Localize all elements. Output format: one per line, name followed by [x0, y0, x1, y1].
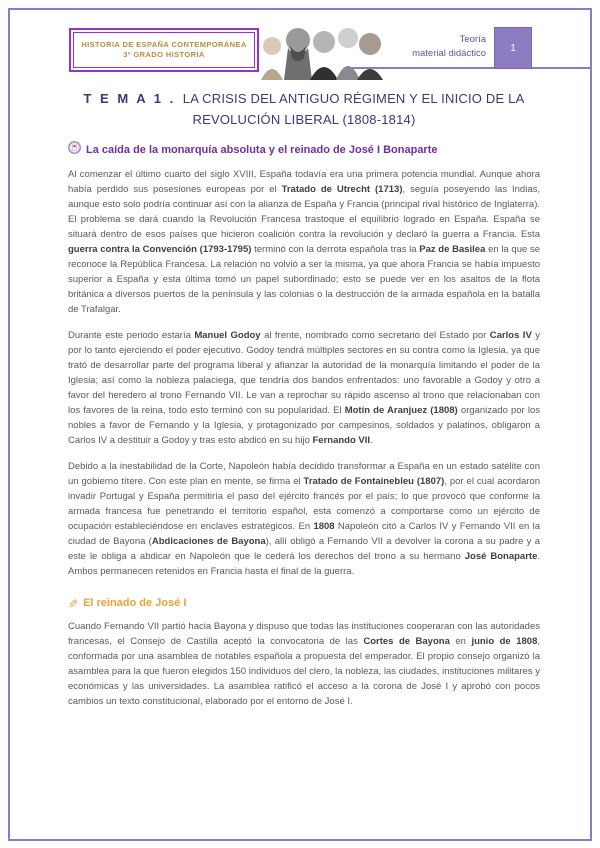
- course-title-line2: 3º GRADO HISTORIA: [123, 50, 205, 59]
- page-number-badge: 1: [494, 27, 532, 69]
- course-title-box: [73, 32, 255, 68]
- figure-2: [284, 28, 312, 80]
- course-title-line1: HISTORIA DE ESPAÑA CONTEMPORÁNEA: [81, 40, 247, 49]
- paragraph: Debido a la inestabilidad de la Corte, Napoleón había decidido transformar a España en un estado satélite con un gobierno títere. Con este plan en mente, se firma el Tratado de Fontainebleu (1807), por el cual acordaron invadir Portugal y España permitiría el paso del ejército francés por el país; lo que provocó que conforme la armada francesa fue penetrando el territorio español, esta comenzó a comportarse como un ejército de ocupación estableciéndose en enclaves estratégicos. En 1808 Napoleón citó a Carlos IV y Fernando VII en la ciudad de Bayona (Abdicaciones de Bayona), allí obligó a Fernando VII a devolver la corona a su padre y a este le obliga a abdicar en Napoleón que le cederá los derechos del trono a su hermano José Bonaparte. Ambos permanecen retenidos en Francia hasta el final de la guerra.: [68, 461, 540, 577]
- clock-icon: [68, 141, 81, 159]
- doc-type-line2: material didáctico: [412, 48, 486, 59]
- section-heading-caida-monarquia: [68, 141, 540, 159]
- pencil-icon: ✎: [68, 596, 79, 611]
- page-content: [68, 88, 540, 720]
- title-prefix: T E M A 1 .: [83, 91, 176, 106]
- paragraph: Durante este periodo estaría Manuel Godoy al frente, nombrado como secretario del Estado por Carlos IV y por lo tanto ejerciendo el poder ejecutivo. Godoy tendrá múltiples sectores en su contra como la Iglesia, ya que trató de desarrollar parte del programa liberal y afianzar la autoridad de la monarquía limitando el poder de la Iglesia; así como la nobleza palaciega, que tendría dos bandos enfrentados: uno favorable a Godoy y otro a favor del heredero al trono Fernando VII. Le van a reprochar su rápido ascenso al trono que relacionaban con los favores de la reina, todo esto terminó con su popularidad. El Motín de Aranjuez (1808) organizado por los nobles a favor de Fernando y la Iglesia, y protagonizado por campesinos, soldados y palatinos, obligaron a Carlos IV a destituir a Godoy y tras esto abdicó en su hijo Fernando VII.: [68, 330, 541, 446]
- figure-1: [261, 37, 283, 80]
- header-rule: [345, 67, 592, 69]
- doc-type-line1: Teoría: [459, 34, 486, 45]
- paragraph: Al comenzar el último cuarto del siglo XVIII, España todavía era una primera potencia mundial. Aunque ahora había perdido sus posesiones europeas por el Tratado de Utrecht (1713), seguía poseyendo las Indias, aunque esto solo podría continuar así con la alianza de España y Francia (principal rival histórico de Inglaterra). El problema se dará cuando la Revolución Francesa trastoque el equilibrio logrado en España. España se situará dentro de esos países que hicieron coalición contra la revolución y declaró la guerra a Francia. Esta guerra contra la Convención (1793-1795) terminó con la derrota española tras la Paz de Basilea en la que se reconoce la República Francesa. La relación no volvió a ser la misma, ya que ahora Francia se había impuesto superior a España y esta última tomó un papel subordinado; esto se puede ver en los asaltos de la flota británica a diversos puertos de la península y las colonias o la destrucción de la armada española en la batalla de Trafalgar.: [68, 169, 541, 315]
- section-heading-label: El reinado de José I: [83, 597, 187, 609]
- page-title: [68, 88, 540, 130]
- section-heading-label: La caída de la monarquía absoluta y el reinado de José I Bonaparte: [86, 143, 438, 156]
- header-doc-type: [330, 33, 486, 61]
- title-text: LA CRISIS DEL ANTIGUO RÉGIMEN Y EL INICIO DE LA REVOLUCIÓN LIBERAL (1808-1814): [182, 91, 525, 127]
- paragraph: Cuando Fernando VII partió hacia Bayona y dispuso que todas las instituciones cooperaran con las autoridades francesas, el Consejo de Castilla aceptó la convocatoria de las Cortes de Bayona en junio de 1808, conformada por una asamblea de notables española a propuesta del emperador. El propio consejo organizó la asamblea para la que fueron elegidos 150 individuos del clero, la nobleza, las ciudades, instituciones militares y económicas y las universidades. La asamblea ratificó el acceso a la corona de José I y aprobó con pocos cambios un texto constitucional, elaborado por el entorno de José I.: [68, 621, 540, 707]
- section-heading-reinado-jose: [68, 596, 540, 611]
